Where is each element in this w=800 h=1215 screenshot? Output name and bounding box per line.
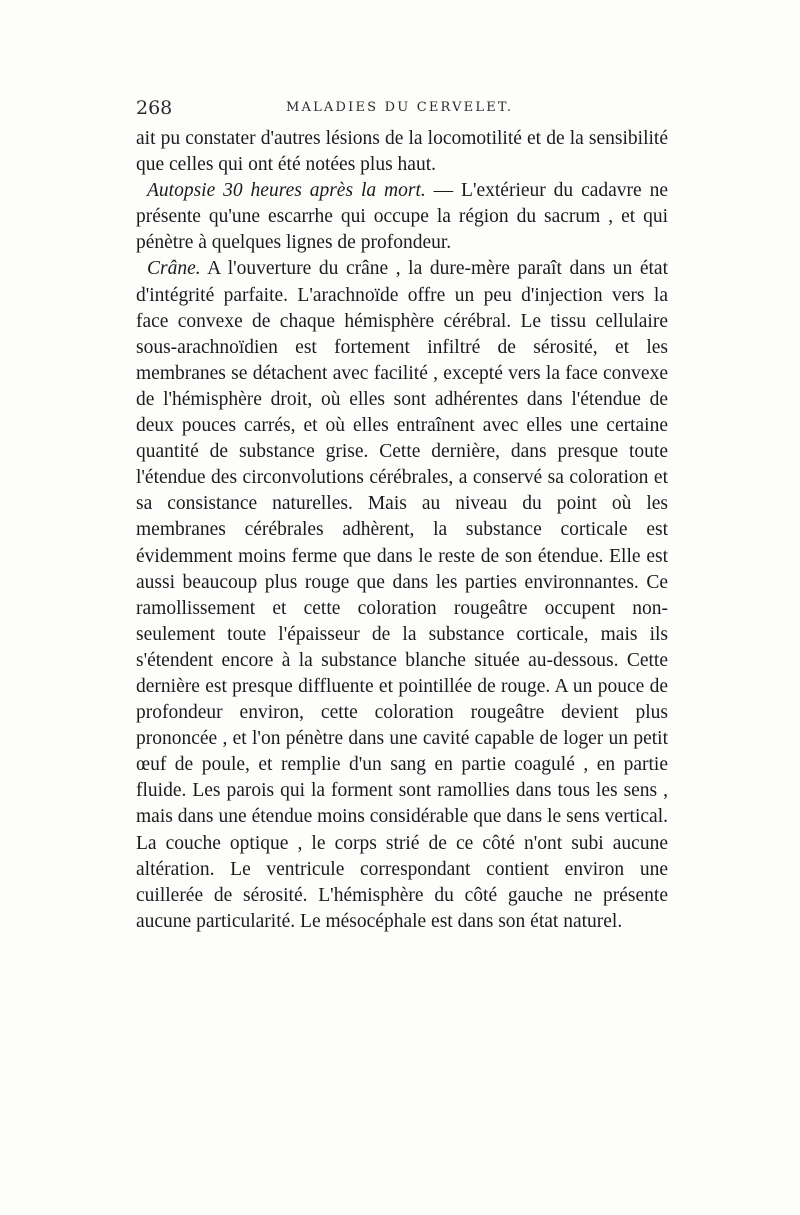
skull-heading: Crâne. <box>147 258 201 280</box>
skull-text: A l'ouverture du crâne , la dure-mère paraît dans un état d'intégrité parfaite. L'arachnoïde offre un peu d'injection vers la face convexe de chaque hémisphère cérébral. Le tissu cellulaire sous-arachnoïdien est fortement infiltré de sérosité, et les membranes se détachent avec facilité , excepté vers la face convexe de l'hémisphère droit, où elles sont adhérentes dans l'étendue de deux pouces carrés, et où elles entraînent avec elles une certaine quantité de substance grise. Cette dernière, dans presque toute l'étendue des circonvolutions cérébrales, a conservé sa coloration et sa consistance naturelles. Mais au niveau du point où les membranes cérébrales adhèrent, la substance corticale est évidemment moins ferme que dans le reste de son étendue. Elle est aussi beaucoup plus rouge que dans les parties environnantes. Ce ramollissement et cette coloration rougeâtre occupent non-seulement toute l'épaisseur de la substance corticale, mais ils s'étendent encore à la substance blanche située au-dessous. Cette dernière est presque diffluente et pointillée de rouge. A un pouce de profondeur environ, cette coloration rougeâtre devient plus prononcée , et l'on pénètre dans une cavité capable de loger un petit œuf de poule, et remplie d'un sang en partie coagulé , en partie fluide. Les parois qui la forment sont ramollies dans tous les sens , mais dans une étendue moins considérable que dans le sens vertical. La couche optique , le corps strié de ce côté n'ont subi aucune altération. Le ventricule correspondant contient environ une cuillerée de sérosité. L'hémisphère du côté gauche ne présente aucune particularité. Le mésocéphale est dans son état naturel. <box>136 258 668 932</box>
paragraph-autopsy <box>136 178 668 256</box>
running-head: MALADIES DU CERVELET. <box>286 100 514 115</box>
paragraph-continuation: ait pu constater d'autres lésions de la locomotilité et de la sensibilité que celles qui ont été notées plus haut. <box>136 128 668 176</box>
autopsy-text: — L'extérieur du cadavre ne présente qu'une escarrhe qui occupe la région du sacrum , et qui pénètre à quelques lignes de profondeur. <box>136 180 669 254</box>
paragraph-skull <box>136 256 668 934</box>
page-header <box>136 97 668 121</box>
body-text <box>136 126 668 935</box>
autopsy-heading: Autopsie 30 heures après la mort. <box>147 180 426 202</box>
page-number: 268 <box>136 97 173 119</box>
